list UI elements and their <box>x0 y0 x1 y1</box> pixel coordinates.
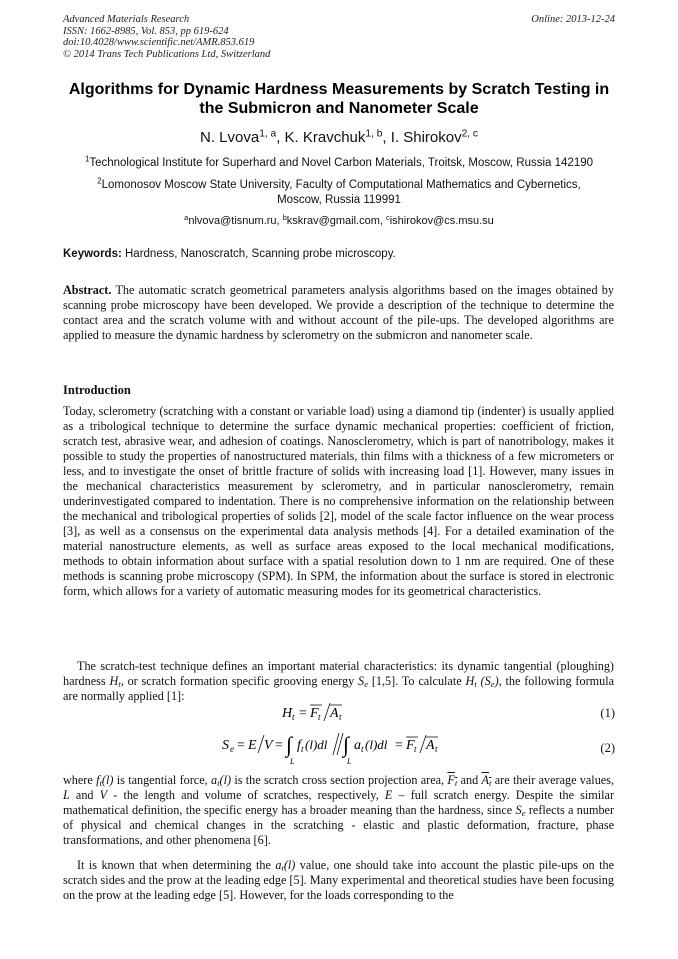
svg-text:F: F <box>310 706 319 721</box>
paper-title: Algorithms for Dynamic Hardness Measurements by Scratch Testing in the Submicron and Nanometer Scale <box>68 81 610 117</box>
svg-text:t: t <box>435 744 438 754</box>
svg-text:a: a <box>354 738 361 753</box>
svg-text:∫: ∫ <box>343 732 350 757</box>
affiliation-2: $^2$Lomonosov Moscow State University, Faculty of Computational Mathematics and Cybernetics, Moscow, Russia 119991 <box>97 176 581 206</box>
email-link[interactable]: ishirokov@cs.msu.su <box>389 215 494 227</box>
svg-text:(l)dl: (l)dl <box>365 737 388 752</box>
email-link[interactable]: kskrav@gmail.com, <box>286 215 386 227</box>
paragraph: where $f_t(l)$ is tangential force, $a_t(l)$ is the scratch cross section projection area, $F_t$ and $A_t$ are their average values, L and V - the length and volume of scratches, respectively, E – full scratch energy. Despite the similar mathematical definition, the specific energy has a broader meaning than the hardness, since $S_e$ reflects a number of physical and chemical changes in the scratching - elastic and plastic deformation, fracture, phase transformations, and other phenomena [6]. <box>63 773 615 847</box>
author-name: , I. Shirokov <box>382 129 462 146</box>
svg-text:H: H <box>282 706 293 721</box>
paragraph: The scratch-test technique defines an important material characteristics: its dynamic tangential (ploughing) hardness $H_t$, or scratch formation specific grooving energy $S_e$ [1,5]. To calculate $H_t$ $(S_e)$, the following formula are normally applied [1]: <box>63 659 614 703</box>
affiliation-1: $^1$Technological Institute for Superhard and Novel Carbon Materials, Troitsk, Moscow, Russia 142190 <box>84 154 594 169</box>
svg-text:=: = <box>299 706 307 721</box>
author-name: , K. Kravchuk <box>276 129 366 146</box>
equation-1 <box>280 702 360 724</box>
paragraph: It is known that when determining the $a_t(l)$ value, one should take into account the plastic pile-ups on the scratch sides and the prow at the leading edge [5]. Many experimental and theoretical studies have been focusing on the prow at the leading edge [5]. However, for the loads corresponding to the <box>63 858 614 902</box>
svg-text:t: t <box>318 712 321 722</box>
svg-text:f: f <box>297 738 301 753</box>
keywords-label: Keywords: <box>63 248 122 260</box>
svg-text:e: e <box>230 744 234 754</box>
journal-info <box>63 14 270 60</box>
svg-text:∫: ∫ <box>286 732 293 757</box>
email-link[interactable]: nlvova@tisnum.ru, <box>188 215 283 227</box>
author-emails: $^a$nlvova@tisnum.ru, $^b$kskrav@gmail.com, $^c$ishirokov@cs.msu.su <box>184 212 494 227</box>
svg-text:A: A <box>330 706 339 721</box>
online-date: Online: 2013-12-24 <box>531 14 615 25</box>
svg-text:=: = <box>237 738 245 753</box>
abstract-label: Abstract. <box>63 283 112 297</box>
svg-text:S: S <box>222 738 229 753</box>
author-list: N. Lvova$^{1, a}$, K. Kravchuk$^{1, b}$, I. Shirokov$^{2, c}$ <box>199 128 479 146</box>
paragraph: Today, sclerometry (scratching with a constant or variable load) using a diamond tip (indenter) is usually applied as a tribological technique to determine the surface dynamic mechanical properties: coefficient of friction, scratch test, abrasive wear, and adhesion of coatings. Nanosclerometry, which is part of nanotribology, makes it possible to study the properties of nanostructured materials, thin films with a thickness of a few micrometers or less, and to investigate the onset of brittle fracture of solids with increasing load [1]. However, many issues in the mechanical characteristics measurement by sclerometry, and in particular nanosclerometry, remain underinvestigated compared to indentation. There is no comprehensive information on the relationship between the mechanical and tribological properties of solids [2], model of the scale factor influence on the wear process [3], as well as a consensus on the experimental data analysis methods [4]. For a detailed examination of the material nanostructure elements, as well as surface areas exposed to the local mechanical modifications, methods to obtain information about surface with a spatial resolution down to 1 nm are required. One of these methods is scanning probe microscopy (SPM). In SPM, the information about the surface is stored in electronic form, which allows for a variety of automatic measuring modes for its geometrical characteristics. <box>63 404 614 598</box>
svg-text:F: F <box>406 738 415 753</box>
svg-text:L: L <box>290 757 295 766</box>
equation-number: (1) <box>600 706 615 720</box>
svg-text:L: L <box>347 757 352 766</box>
svg-text:t: t <box>301 744 304 754</box>
svg-text:t: t <box>361 744 364 754</box>
doi: doi:10.4028/www.scientific.net/AMR.853.619 <box>63 37 255 48</box>
svg-text:t: t <box>414 744 417 754</box>
keywords: Keywords: Hardness, Nanoscratch, Scanning probe microscopy. <box>63 248 396 260</box>
svg-text:t: t <box>292 712 295 722</box>
svg-text:E: E <box>248 738 257 753</box>
svg-text:V: V <box>264 738 273 753</box>
equation-2 <box>220 728 460 768</box>
equation-number: (2) <box>600 741 615 755</box>
svg-text:t: t <box>339 712 342 722</box>
author-name: N. Lvova <box>199 129 260 146</box>
svg-text:(l)dl: (l)dl <box>305 737 328 752</box>
section-heading: Introduction <box>63 383 131 397</box>
issn: ISSN: 1662-8985, Vol. 853, pp 619-624 <box>63 25 229 37</box>
svg-text:=: = <box>395 738 403 753</box>
svg-text:A: A <box>426 738 435 753</box>
copyright: © 2014 Trans Tech Publications Ltd, Switzerland <box>63 48 271 60</box>
svg-text:=: = <box>275 738 283 753</box>
journal-name: Advanced Materials Research <box>63 14 190 25</box>
abstract: Abstract. The automatic scratch geometrical parameters analysis algorithms based on the images obtained by scanning probe microscopy have been developed. We provide a description of the technique to determine the contact area and the scratch volume with and without account of the pile-ups. The developed algorithms are applied to measure the dynamic hardness by sclerometry on the submicron and nanometer scale. <box>63 283 614 342</box>
